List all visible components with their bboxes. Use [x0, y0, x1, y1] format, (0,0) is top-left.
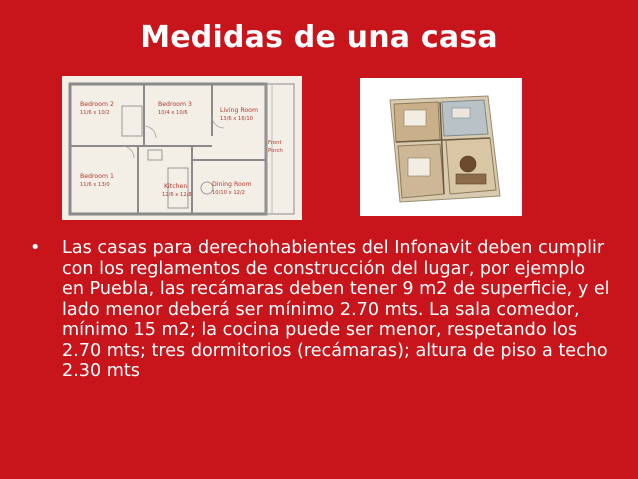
room-label-living-room: Living Room: [220, 107, 258, 114]
room-size-bedroom-1: 11/6 x 13/0: [80, 182, 110, 188]
bullet-text: Las casas para derechohabientes del Infonavit deben cumplir con los reglamentos de construcción del lugar, por ejemplo en Puebla, las recámaras deben tener 9 m2 de superficie, y el lado menor deberá ser mínimo 2.70 mts. La sala comedor, mínimo 15 m2; la cocina puede ser menor, respetando los 2.70 mts; tres dormitorios (recámaras); altura de piso a techo 2.30 mts: [62, 238, 610, 381]
room-size-living-room: 13/6 x 16/10: [220, 116, 253, 122]
slide-title: Medidas de una casa: [140, 20, 498, 55]
room-label-dining-room: Dining Room: [212, 181, 252, 188]
room-label-kitchen: Kitchen: [164, 183, 188, 190]
porch-label-1: Front: [268, 140, 282, 146]
room-size-bedroom-2: 11/6 x 10/2: [80, 110, 110, 116]
room-label-bedroom-2: Bedroom 2: [80, 101, 114, 108]
house-3d-render-image: [360, 78, 522, 216]
room-size-bedroom-3: 10/4 x 10/6: [158, 110, 188, 116]
floor-plan-image: [62, 76, 302, 220]
room-size-dining-room: 10/10 x 12/2: [212, 190, 245, 196]
room-label-bedroom-1: Bedroom 1: [80, 173, 114, 180]
bullet-marker: •: [30, 238, 41, 258]
porch-label-2: Porch: [268, 148, 283, 154]
room-label-bedroom-3: Bedroom 3: [158, 101, 192, 108]
room-size-kitchen: 12/6 x 12/8: [162, 192, 192, 198]
